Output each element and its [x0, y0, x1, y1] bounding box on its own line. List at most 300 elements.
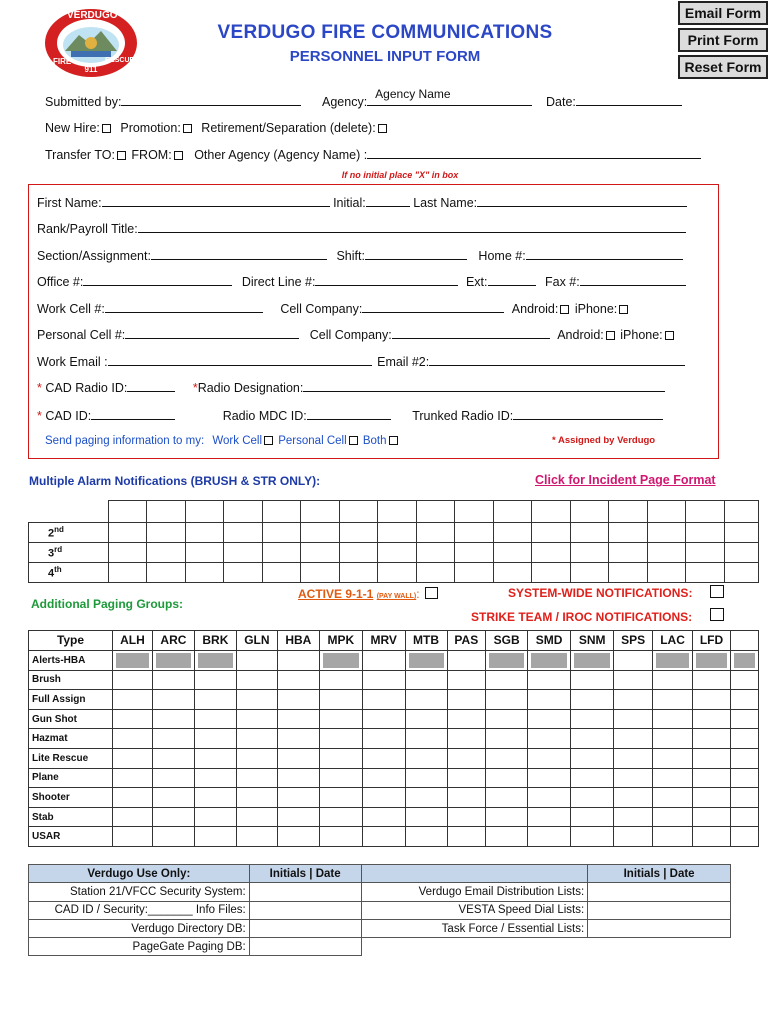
- alarm-cell[interactable]: [532, 563, 571, 583]
- paging-checkbox-cell[interactable]: [405, 827, 447, 847]
- paging-checkbox-cell[interactable]: [614, 827, 653, 847]
- paging-checkbox-cell[interactable]: [277, 709, 319, 729]
- paging-checkbox-cell[interactable]: [319, 748, 362, 768]
- alarm-cell[interactable]: [724, 501, 758, 523]
- paging-checkbox-cell[interactable]: [693, 670, 731, 690]
- paging-checkbox-cell[interactable]: [362, 807, 405, 827]
- paging-checkbox-cell[interactable]: [614, 768, 653, 788]
- paging-checkbox-cell[interactable]: [194, 807, 236, 827]
- alarm-cell[interactable]: [686, 543, 725, 563]
- personal-iphone-checkbox[interactable]: [665, 331, 674, 340]
- work-iphone-checkbox[interactable]: [619, 305, 628, 314]
- alarm-cell[interactable]: [493, 523, 532, 543]
- paging-checkbox-cell[interactable]: [319, 709, 362, 729]
- work-email-field[interactable]: [108, 354, 372, 366]
- paging-checkbox-cell[interactable]: [113, 690, 153, 710]
- paging-checkbox-cell[interactable]: [362, 670, 405, 690]
- paging-checkbox-cell[interactable]: [653, 729, 693, 749]
- paging-checkbox-cell[interactable]: [614, 690, 653, 710]
- paging-checkbox-cell[interactable]: [731, 670, 759, 690]
- incident-page-format-link[interactable]: Click for Incident Page Format: [535, 473, 716, 487]
- alarm-cell[interactable]: [339, 523, 378, 543]
- section-field[interactable]: [151, 248, 327, 260]
- shift-field[interactable]: [365, 248, 467, 260]
- alarm-cell[interactable]: [416, 563, 455, 583]
- paging-checkbox-cell[interactable]: [447, 650, 486, 670]
- paging-checkbox-cell[interactable]: [236, 768, 277, 788]
- initial-field[interactable]: [366, 195, 410, 207]
- alarm-cell[interactable]: [416, 543, 455, 563]
- paging-checkbox-cell[interactable]: [319, 768, 362, 788]
- alarm-cell[interactable]: [378, 563, 417, 583]
- alarm-cell[interactable]: [339, 543, 378, 563]
- paging-checkbox-cell[interactable]: [653, 807, 693, 827]
- paging-checkbox-cell[interactable]: [319, 788, 362, 808]
- alarm-cell[interactable]: [416, 501, 455, 523]
- alarm-cell[interactable]: [224, 563, 263, 583]
- alarm-label-cell: [29, 563, 109, 583]
- alarm-cell[interactable]: [378, 523, 417, 543]
- paging-checkbox-cell[interactable]: [528, 748, 571, 768]
- paging-checkbox-cell[interactable]: [236, 650, 277, 670]
- paging-checkbox-cell[interactable]: [362, 827, 405, 847]
- rank-field[interactable]: [138, 221, 686, 233]
- paging-checkbox-cell[interactable]: [319, 729, 362, 749]
- paging-checkbox-cell[interactable]: [152, 650, 194, 670]
- paging-checkbox-cell[interactable]: [405, 768, 447, 788]
- alarm-cell[interactable]: [301, 523, 340, 543]
- alarm-cell[interactable]: [224, 543, 263, 563]
- from-checkbox[interactable]: [174, 151, 183, 160]
- paging-checkbox-cell[interactable]: [194, 650, 236, 670]
- alarm-cell[interactable]: [416, 523, 455, 543]
- paging-checkbox-cell[interactable]: [236, 827, 277, 847]
- paging-checkbox-cell[interactable]: [528, 729, 571, 749]
- paging-checkbox-cell[interactable]: [447, 748, 486, 768]
- paging-checkbox-cell[interactable]: [731, 709, 759, 729]
- paging-checkbox-cell[interactable]: [447, 827, 486, 847]
- paging-checkbox-cell[interactable]: [447, 768, 486, 788]
- alarm-cell[interactable]: [686, 523, 725, 543]
- paging-checkbox-cell[interactable]: [113, 827, 153, 847]
- paging-checkbox-cell[interactable]: [614, 748, 653, 768]
- paging-checkbox-cell[interactable]: [236, 807, 277, 827]
- paging-checkbox-cell[interactable]: [113, 650, 153, 670]
- alarm-cell[interactable]: [185, 543, 224, 563]
- alarm-cell[interactable]: [570, 501, 609, 523]
- paging-checkbox-cell[interactable]: [152, 768, 194, 788]
- alarm-cell[interactable]: [301, 543, 340, 563]
- alarm-cell[interactable]: [724, 543, 758, 563]
- paging-checkbox-cell[interactable]: [362, 729, 405, 749]
- paging-checkbox-cell[interactable]: [152, 827, 194, 847]
- office-field[interactable]: [83, 274, 232, 286]
- alarm-cell[interactable]: [455, 501, 494, 523]
- paging-checkbox-cell[interactable]: [653, 768, 693, 788]
- alarm-cell[interactable]: [609, 543, 648, 563]
- paging-checkbox-cell[interactable]: [236, 670, 277, 690]
- paging-checkbox-cell[interactable]: [194, 729, 236, 749]
- paging-checkbox-cell[interactable]: [194, 709, 236, 729]
- paging-checkbox-cell[interactable]: [236, 690, 277, 710]
- alarm-cell[interactable]: [108, 563, 147, 583]
- paging-checkbox-cell[interactable]: [277, 650, 319, 670]
- paging-checkbox-cell[interactable]: [653, 748, 693, 768]
- paging-checkbox-cell[interactable]: [319, 807, 362, 827]
- alarm-cell[interactable]: [185, 501, 224, 523]
- personal-android-checkbox[interactable]: [606, 331, 615, 340]
- alarm-cell[interactable]: [147, 543, 186, 563]
- cad-id-field[interactable]: [91, 408, 175, 420]
- paging-checkbox-cell[interactable]: [194, 768, 236, 788]
- work-android-checkbox[interactable]: [560, 305, 569, 314]
- paging-checkbox-cell[interactable]: [194, 788, 236, 808]
- alarm-cell[interactable]: [455, 523, 494, 543]
- paging-checkbox-cell[interactable]: [152, 670, 194, 690]
- first-name-field[interactable]: [102, 195, 330, 207]
- paging-checkbox-cell[interactable]: [113, 709, 153, 729]
- alarm-cell[interactable]: [147, 563, 186, 583]
- paging-checkbox-cell[interactable]: [528, 788, 571, 808]
- alarm-cell[interactable]: [609, 523, 648, 543]
- alarm-cell[interactable]: [224, 501, 263, 523]
- paging-checkbox-cell[interactable]: [486, 709, 528, 729]
- paging-checkbox-cell[interactable]: [447, 729, 486, 749]
- paging-checkbox-cell[interactable]: [152, 729, 194, 749]
- paging-checkbox-cell[interactable]: [194, 690, 236, 710]
- paging-both-checkbox[interactable]: [389, 436, 398, 445]
- strike-team-label: STRIKE TEAM / IROC NOTIFICATIONS:: [471, 610, 693, 624]
- transfer-to-checkbox[interactable]: [117, 151, 126, 160]
- date-field[interactable]: [576, 94, 682, 106]
- paging-checkbox-cell[interactable]: [236, 788, 277, 808]
- alarm-cell[interactable]: [262, 523, 301, 543]
- paging-type-label: Lite Rescue: [29, 748, 113, 768]
- home-field[interactable]: [526, 248, 683, 260]
- paging-checkbox-cell[interactable]: [693, 807, 731, 827]
- alarm-cell[interactable]: [609, 563, 648, 583]
- new-hire-label: New Hire:: [45, 121, 100, 135]
- paging-checkbox-cell[interactable]: [362, 788, 405, 808]
- paging-checkbox-cell[interactable]: [528, 670, 571, 690]
- paging-checkbox-cell[interactable]: [571, 690, 614, 710]
- paging-checkbox-cell[interactable]: [447, 807, 486, 827]
- agency-field-value: Agency Name: [375, 87, 451, 101]
- paging-checkbox-cell[interactable]: [447, 788, 486, 808]
- paging-checkbox-cell[interactable]: [113, 748, 153, 768]
- system-wide-checkbox[interactable]: [710, 585, 724, 598]
- alarm-cell[interactable]: [686, 501, 725, 523]
- paging-checkbox-cell[interactable]: [614, 807, 653, 827]
- paging-checkbox-cell[interactable]: [447, 670, 486, 690]
- paging-checkbox-cell[interactable]: [405, 650, 447, 670]
- paging-checkbox-cell[interactable]: [405, 670, 447, 690]
- initials-date-field[interactable]: [249, 901, 361, 919]
- paging-checkbox-cell[interactable]: [653, 690, 693, 710]
- paging-checkbox-cell[interactable]: [528, 709, 571, 729]
- type-column-header: Type: [29, 631, 113, 651]
- email2-field[interactable]: [429, 354, 685, 366]
- paging-checkbox-cell[interactable]: [319, 827, 362, 847]
- alarm-cell[interactable]: [570, 523, 609, 543]
- paging-checkbox-cell[interactable]: [528, 807, 571, 827]
- paging-checkbox-cell[interactable]: [113, 729, 153, 749]
- paging-checkbox-cell[interactable]: [319, 650, 362, 670]
- paging-checkbox-cell[interactable]: [653, 670, 693, 690]
- paging-checkbox-cell[interactable]: [528, 690, 571, 710]
- paging-checkbox-cell[interactable]: [362, 748, 405, 768]
- paging-checkbox-cell[interactable]: [486, 670, 528, 690]
- alarm-cell[interactable]: [339, 563, 378, 583]
- agency-field[interactable]: [367, 87, 532, 106]
- paging-checkbox-cell[interactable]: [113, 807, 153, 827]
- paging-checkbox-cell[interactable]: [571, 768, 614, 788]
- paging-checkbox-cell[interactable]: [731, 748, 759, 768]
- shaded-cell: [574, 653, 610, 668]
- alarm-cell[interactable]: [224, 523, 263, 543]
- alarm-cell[interactable]: [262, 563, 301, 583]
- alarm-cell[interactable]: [724, 563, 758, 583]
- paging-checkbox-cell[interactable]: [653, 788, 693, 808]
- paging-checkbox-cell[interactable]: [405, 748, 447, 768]
- alarm-level-suffix: rd: [54, 545, 63, 555]
- paging-checkbox-cell[interactable]: [486, 748, 528, 768]
- initials-date-field[interactable]: [588, 883, 731, 901]
- home-label: Home #:: [478, 249, 526, 263]
- initials-date-field[interactable]: [249, 919, 361, 937]
- paging-checkbox-cell[interactable]: [731, 768, 759, 788]
- paging-checkbox-cell[interactable]: [447, 690, 486, 710]
- paging-checkbox-cell[interactable]: [486, 827, 528, 847]
- ext-field[interactable]: [488, 274, 536, 286]
- paging-checkbox-cell[interactable]: [277, 827, 319, 847]
- paging-checkbox-cell[interactable]: [277, 729, 319, 749]
- paging-checkbox-cell[interactable]: [731, 788, 759, 808]
- initials-date-field[interactable]: [588, 919, 731, 937]
- paging-checkbox-cell[interactable]: [277, 807, 319, 827]
- paging-checkbox-cell[interactable]: [571, 729, 614, 749]
- paging-checkbox-cell[interactable]: [571, 748, 614, 768]
- paging-checkbox-cell[interactable]: [693, 709, 731, 729]
- paging-checkbox-cell[interactable]: [571, 670, 614, 690]
- strike-team-checkbox[interactable]: [710, 608, 724, 621]
- alarm-cell[interactable]: [493, 543, 532, 563]
- paging-checkbox-cell[interactable]: [653, 827, 693, 847]
- alarm-cell[interactable]: [108, 501, 147, 523]
- paging-checkbox-cell[interactable]: [653, 709, 693, 729]
- alarm-cell[interactable]: [147, 523, 186, 543]
- active-911-checkbox[interactable]: [425, 587, 438, 599]
- alarm-cell[interactable]: [108, 523, 147, 543]
- alarm-cell[interactable]: [262, 543, 301, 563]
- promotion-checkbox[interactable]: [183, 124, 192, 133]
- paging-checkbox-cell[interactable]: [362, 709, 405, 729]
- paging-checkbox-cell[interactable]: [731, 807, 759, 827]
- paging-checkbox-cell[interactable]: [731, 690, 759, 710]
- paging-checkbox-cell[interactable]: [236, 748, 277, 768]
- promotion-label: Promotion:: [120, 121, 181, 135]
- alarm-cell[interactable]: [455, 543, 494, 563]
- paging-type-label: Alerts-HBA: [29, 650, 113, 670]
- paging-checkbox-cell[interactable]: [614, 729, 653, 749]
- reset-form-button[interactable]: Reset Form: [678, 55, 768, 79]
- paging-checkbox-cell[interactable]: [486, 650, 528, 670]
- new-hire-checkbox[interactable]: [102, 124, 111, 133]
- paging-checkbox-cell[interactable]: [693, 788, 731, 808]
- alarm-cell[interactable]: [455, 563, 494, 583]
- paging-checkbox-cell[interactable]: [693, 827, 731, 847]
- paging-work-cell-checkbox[interactable]: [264, 436, 273, 445]
- alarm-cell[interactable]: [647, 501, 686, 523]
- alarm-cell[interactable]: [378, 543, 417, 563]
- paging-column-header: MRV: [362, 631, 405, 651]
- personal-cell-company-field[interactable]: [392, 327, 550, 339]
- alarm-cell[interactable]: [532, 523, 571, 543]
- paging-checkbox-cell[interactable]: [152, 690, 194, 710]
- paging-checkbox-cell[interactable]: [528, 827, 571, 847]
- paging-checkbox-cell[interactable]: [113, 768, 153, 788]
- alarm-cell[interactable]: [647, 523, 686, 543]
- paging-checkbox-cell[interactable]: [731, 729, 759, 749]
- paging-checkbox-cell[interactable]: [571, 827, 614, 847]
- alarm-cell[interactable]: [147, 501, 186, 523]
- paging-checkbox-cell[interactable]: [194, 827, 236, 847]
- initials-date-field[interactable]: [249, 883, 361, 901]
- work-cell-company-field[interactable]: [362, 301, 504, 313]
- paging-checkbox-cell[interactable]: [236, 709, 277, 729]
- paging-checkbox-cell[interactable]: [405, 690, 447, 710]
- alarm-cell[interactable]: [493, 563, 532, 583]
- alarm-cell[interactable]: [108, 543, 147, 563]
- paging-checkbox-cell[interactable]: [152, 807, 194, 827]
- paging-checkbox-cell[interactable]: [731, 827, 759, 847]
- paging-checkbox-cell[interactable]: [486, 729, 528, 749]
- last-name-field[interactable]: [477, 195, 687, 207]
- alarm-cell[interactable]: [609, 501, 648, 523]
- trunked-radio-field[interactable]: [513, 408, 663, 420]
- paging-checkbox-cell[interactable]: [486, 690, 528, 710]
- print-form-button[interactable]: Print Form: [678, 28, 768, 52]
- paging-checkbox-cell[interactable]: [277, 788, 319, 808]
- alarm-cell[interactable]: [301, 501, 340, 523]
- paging-checkbox-cell[interactable]: [693, 768, 731, 788]
- paging-checkbox-cell[interactable]: [319, 690, 362, 710]
- paging-checkbox-cell[interactable]: [614, 670, 653, 690]
- paging-checkbox-cell[interactable]: [405, 729, 447, 749]
- retirement-checkbox[interactable]: [378, 124, 387, 133]
- alarm-cell[interactable]: [686, 563, 725, 583]
- alarm-cell[interactable]: [532, 543, 571, 563]
- paging-checkbox-cell[interactable]: [277, 690, 319, 710]
- paging-checkbox-cell[interactable]: [486, 788, 528, 808]
- paging-checkbox-cell[interactable]: [731, 650, 759, 670]
- initials-date-field[interactable]: [588, 901, 731, 919]
- paging-checkbox-cell[interactable]: [614, 709, 653, 729]
- paging-checkbox-cell[interactable]: [693, 748, 731, 768]
- cad-radio-field[interactable]: [127, 380, 175, 392]
- submitted-by-field[interactable]: [121, 94, 301, 106]
- paging-checkbox-cell[interactable]: [152, 709, 194, 729]
- paging-checkbox-cell[interactable]: [486, 768, 528, 788]
- paging-checkbox-cell[interactable]: [528, 768, 571, 788]
- paging-checkbox-cell[interactable]: [113, 670, 153, 690]
- paging-checkbox-cell[interactable]: [362, 650, 405, 670]
- alarm-cell[interactable]: [724, 523, 758, 543]
- paging-checkbox-cell[interactable]: [614, 650, 653, 670]
- email-form-button[interactable]: Email Form: [678, 1, 768, 25]
- fax-field[interactable]: [580, 274, 686, 286]
- paging-checkbox-cell[interactable]: [277, 768, 319, 788]
- paging-checkbox-cell[interactable]: [693, 690, 731, 710]
- paging-checkbox-cell[interactable]: [405, 709, 447, 729]
- paging-checkbox-cell[interactable]: [362, 690, 405, 710]
- alarm-row: [29, 563, 759, 583]
- paging-checkbox-cell[interactable]: [319, 670, 362, 690]
- radio-mdc-field[interactable]: [307, 408, 391, 420]
- alarm-cell[interactable]: [647, 563, 686, 583]
- paging-checkbox-cell[interactable]: [194, 748, 236, 768]
- verdugo-use-table: [28, 864, 731, 956]
- paging-checkbox-cell[interactable]: [277, 748, 319, 768]
- initials-date-field[interactable]: [588, 938, 731, 956]
- paging-checkbox-cell[interactable]: [236, 729, 277, 749]
- alarm-cell[interactable]: [647, 543, 686, 563]
- alarm-cell[interactable]: [570, 563, 609, 583]
- paging-checkbox-cell[interactable]: [571, 788, 614, 808]
- initials-date-field[interactable]: [249, 938, 361, 956]
- paging-checkbox-cell[interactable]: [362, 768, 405, 788]
- alarm-cell[interactable]: [262, 501, 301, 523]
- paging-personal-cell-checkbox[interactable]: [349, 436, 358, 445]
- work-cell-field[interactable]: [105, 301, 263, 313]
- alarm-cell[interactable]: [301, 563, 340, 583]
- paging-checkbox-cell[interactable]: [486, 807, 528, 827]
- alarm-cell[interactable]: [532, 501, 571, 523]
- paging-checkbox-cell[interactable]: [571, 709, 614, 729]
- paging-checkbox-cell[interactable]: [113, 788, 153, 808]
- paging-checkbox-cell[interactable]: [693, 650, 731, 670]
- alarm-cell[interactable]: [378, 501, 417, 523]
- personal-cell-field[interactable]: [125, 327, 299, 339]
- verdugo-use-item: Verdugo Directory DB:: [29, 919, 250, 937]
- paging-checkbox-cell[interactable]: [614, 788, 653, 808]
- alarm-cell[interactable]: [185, 523, 224, 543]
- verdugo-use-row: [29, 883, 731, 901]
- paging-checkbox-cell[interactable]: [693, 729, 731, 749]
- paging-checkbox-cell[interactable]: [571, 650, 614, 670]
- alarm-cell[interactable]: [185, 563, 224, 583]
- paging-checkbox-cell[interactable]: [528, 650, 571, 670]
- paging-checkbox-cell[interactable]: [194, 670, 236, 690]
- paging-checkbox-cell[interactable]: [277, 670, 319, 690]
- paging-column-header: SGB: [486, 631, 528, 651]
- verdugo-use-row: [29, 938, 731, 956]
- verdugo-use-header: Verdugo Use Only:: [29, 865, 250, 883]
- alarm-cell[interactable]: [493, 501, 532, 523]
- paging-checkbox-cell[interactable]: [152, 748, 194, 768]
- paging-checkbox-cell[interactable]: [653, 650, 693, 670]
- alarm-cell[interactable]: [339, 501, 378, 523]
- radio-designation-field[interactable]: [303, 380, 665, 392]
- direct-line-field[interactable]: [315, 274, 458, 286]
- other-agency-field[interactable]: [367, 147, 701, 159]
- paging-checkbox-cell[interactable]: [571, 807, 614, 827]
- paging-checkbox-cell[interactable]: [447, 709, 486, 729]
- paging-checkbox-cell[interactable]: [405, 807, 447, 827]
- paging-checkbox-cell[interactable]: [152, 788, 194, 808]
- paging-checkbox-cell[interactable]: [405, 788, 447, 808]
- alarm-cell[interactable]: [570, 543, 609, 563]
